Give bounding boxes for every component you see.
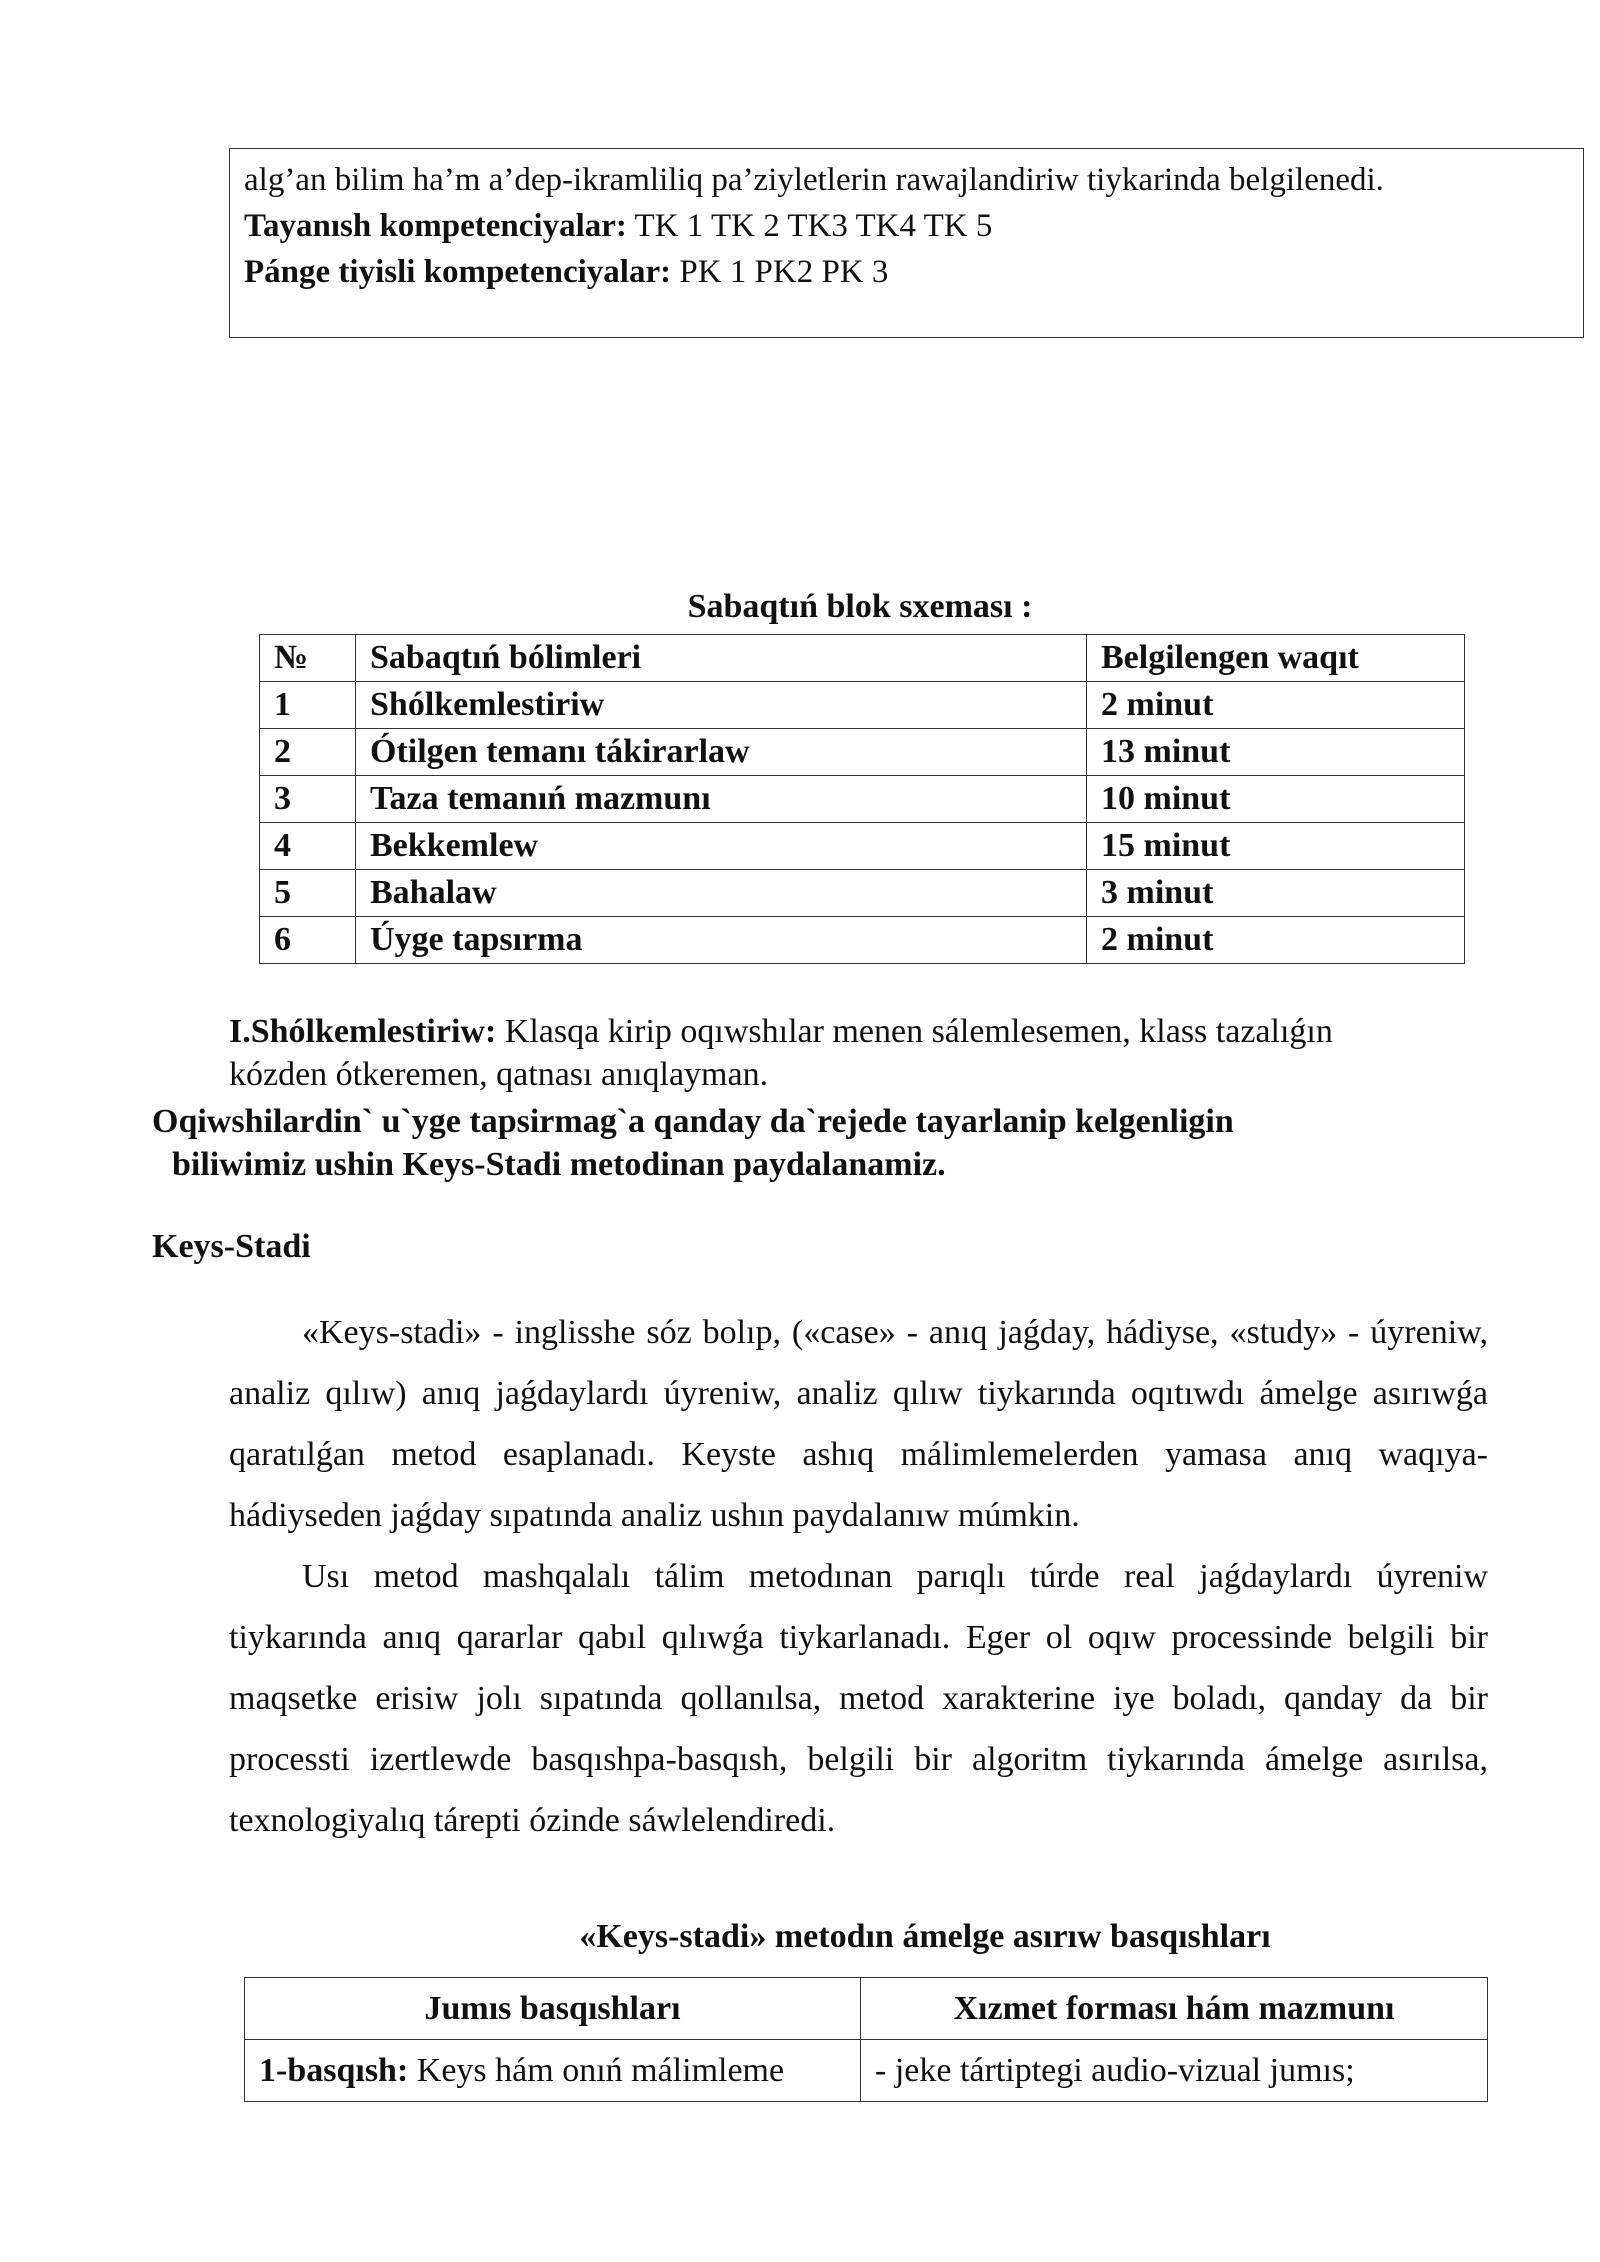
table-row: [260, 870, 1465, 917]
step-text: Keys hám onıń málimleme: [408, 2051, 785, 2089]
table-header-row: [245, 1978, 1488, 2040]
row-time: 13 minut: [1087, 729, 1465, 776]
row-section: Shólkemlestiriw: [356, 682, 1087, 729]
row-number: 3: [260, 776, 356, 823]
table-row: [260, 917, 1465, 964]
box-line-3: [244, 249, 1569, 295]
steps-table: [244, 1977, 1488, 2102]
table-row: [260, 776, 1465, 823]
box-line-1: alg’an bilim ha’m a’dep-ikramliliq pa’ziyletlerin rawajlandiriw tiykarinda belgilenedi.: [244, 162, 1384, 198]
organisation-text-line2: kózden ótkeremen, qatnası anıqlayman.: [229, 1056, 769, 1093]
lesson-schema-table: [259, 634, 1465, 964]
row-number: 2: [260, 729, 356, 776]
row-time: 10 minut: [1087, 776, 1465, 823]
row-section: Ótilgen temanı tákirarlaw: [356, 729, 1087, 776]
organisation-text: Klasqa kirip oqıwshılar menen sálemlesemen, klass tazalıǵın: [496, 1013, 1333, 1050]
body-paragraph-1: «Keys-stadi» - inglisshe sóz bolıp, («case» - anıq jaǵday, hádiyse, «study» - úyreniw, analiz qılıw) anıq jaǵdaylardı úyreniw, analiz qılıw tiykarında oqıtıwdı ámelge asırıwǵa qaratılǵan metod esaplanadı. Keyste ashıq málimlemelerden yamasa anıq waqıya-hádiyseden jaǵday sıpatında analiz ushın paydalanıw múmkin.: [229, 1314, 1488, 1534]
subject-competencies-label: Pánge tiyisli kompetenciyalar:: [244, 254, 672, 290]
row-number: 5: [260, 870, 356, 917]
row-time: 2 minut: [1087, 682, 1465, 729]
row-time: 3 minut: [1087, 870, 1465, 917]
row-number: 4: [260, 823, 356, 870]
header-number: №: [260, 635, 356, 682]
row-time: 2 minut: [1087, 917, 1465, 964]
box-line-2: [244, 203, 1569, 249]
method-intro-line1: Oqiwshilardin` u`yge tapsirmag`a qanday da`rejede tayarlanip kelgenligin: [152, 1103, 1234, 1140]
row-section: Taza temanıń mazmunı: [356, 776, 1087, 823]
core-competencies-label: Tayanısh kompetenciyalar:: [244, 208, 627, 244]
steps-title: «Keys-stadi» metodın ámelge asırıw basqıshları: [579, 1918, 1271, 1955]
header-service-form: Xızmet forması hám mazmunı: [861, 1978, 1488, 2040]
organisation-label: I.Shólkemlestiriw:: [229, 1013, 497, 1050]
table-row: [245, 2040, 1488, 2102]
body-text: [229, 1302, 1488, 1851]
table-row: [260, 682, 1465, 729]
step-label: 1-basqısh:: [259, 2051, 409, 2089]
schema-title: Sabaqtıń blok sxeması :: [687, 588, 1033, 625]
table-header-row: [260, 635, 1465, 682]
step-cell: [245, 2040, 861, 2102]
row-section: Bekkemlew: [356, 823, 1087, 870]
core-competencies-value: TK 1 TK 2 TK3 TK4 TK 5: [626, 208, 993, 244]
row-section: Bahalaw: [356, 870, 1087, 917]
method-intro-line2: biliwimiz ushin Keys-Stadi metodinan paydalanamiz.: [172, 1146, 946, 1183]
body-paragraph-2: Usı metod mashqalalı tálim metodınan parıqlı túrde real jaǵdaylardı úyreniw tiykarında anıq qararlar qabıl qılıwǵa tiykarlanadı. Eger ol oqıw processinde belgili bir maqsetke erisiw jolı sıpatında qollanılsa, metod xarakterine iye boladı, qanday da bir processti izertlewde basqıshpa-basqısh, belgili bir algoritm tiykarında ámelge asırılsa, texnologiyalıq tárepti ózinde sáwlelendiredi.: [229, 1558, 1488, 1839]
row-number: 1: [260, 682, 356, 729]
row-section: Úyge tapsırma: [356, 917, 1087, 964]
table-row: [260, 823, 1465, 870]
competencies-box: [229, 148, 1584, 338]
header-time: Belgilengen waqıt: [1087, 635, 1465, 682]
header-work-stages: Jumıs basqıshları: [245, 1978, 861, 2040]
section-heading: Keys-Stadi: [152, 1228, 311, 1265]
subject-competencies-value: PK 1 PK2 PK 3: [671, 254, 889, 290]
table-row: [260, 729, 1465, 776]
header-sections: Sabaqtıń bólimleri: [356, 635, 1087, 682]
row-time: 15 minut: [1087, 823, 1465, 870]
organisation-paragraph: [229, 1010, 1333, 1053]
row-number: 6: [260, 917, 356, 964]
step-content: - jeke tártiptegi audio-vizual jumıs;: [861, 2040, 1488, 2102]
